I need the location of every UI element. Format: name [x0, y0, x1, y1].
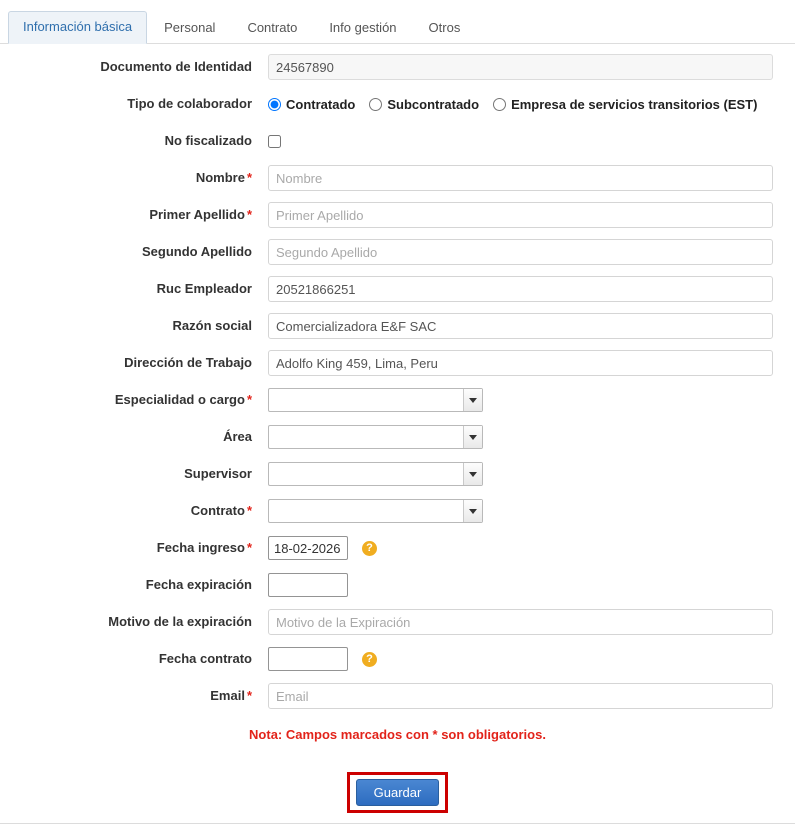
field-motivo-expiracion — [268, 609, 795, 635]
radio-subcontratado[interactable] — [369, 97, 479, 112]
row-documento — [0, 54, 795, 80]
required-marker: * — [246, 170, 252, 185]
tab-label: Contrato — [247, 20, 298, 35]
label-area — [0, 429, 268, 445]
field-segundo-apellido — [268, 239, 795, 265]
nombre-input[interactable] — [268, 165, 773, 191]
row-motivo-expiracion — [0, 609, 795, 635]
tab-label: Otros — [428, 20, 461, 35]
primer-apellido-input[interactable] — [268, 202, 773, 228]
label-supervisor — [0, 466, 268, 482]
label-text: Fecha expiración — [145, 577, 252, 592]
label-tipo-colaborador — [0, 96, 268, 112]
field-fecha-expiracion — [268, 573, 795, 597]
field-especialidad — [268, 388, 795, 412]
label-text: Primer Apellido — [149, 207, 245, 222]
field-razon-social — [268, 313, 795, 339]
label-text: Área — [223, 429, 252, 444]
row-area — [0, 424, 795, 450]
required-fields-note: Nota: Campos marcados con * son obligatorios. — [249, 727, 546, 742]
field-primer-apellido — [268, 202, 795, 228]
razon-social-input[interactable] — [268, 313, 773, 339]
direccion-trabajo-input[interactable] — [268, 350, 773, 376]
tab-info-gestion[interactable] — [314, 12, 411, 44]
label-text: Contrato — [190, 503, 245, 518]
label-text: Motivo de la expiración — [108, 614, 252, 629]
label-fecha-contrato — [0, 651, 268, 667]
tab-contrato[interactable] — [232, 12, 312, 44]
field-nombre — [268, 165, 795, 191]
label-text: Fecha contrato — [158, 651, 252, 666]
field-fecha-ingreso — [268, 536, 795, 560]
label-primer-apellido — [0, 207, 268, 223]
row-nombre — [0, 165, 795, 191]
label-text: Fecha ingreso — [156, 540, 245, 555]
segundo-apellido-input[interactable] — [268, 239, 773, 265]
label-text: Razón social — [172, 318, 252, 333]
no-fiscalizado-checkbox[interactable] — [268, 135, 281, 148]
supervisor-select[interactable] — [268, 462, 483, 486]
row-direccion-trabajo — [0, 350, 795, 376]
field-area — [268, 425, 795, 449]
label-documento — [0, 59, 268, 75]
label-text: Email — [210, 688, 245, 703]
label-razon-social — [0, 318, 268, 334]
radio-contratado[interactable] — [268, 97, 355, 112]
label-text: No fiscalizado — [164, 133, 252, 148]
radio-est[interactable] — [493, 97, 757, 112]
tab-personal[interactable] — [149, 12, 230, 44]
row-ruc-empleador — [0, 276, 795, 302]
row-email — [0, 683, 795, 709]
label-fecha-expiracion — [0, 577, 268, 593]
area-select-wrap — [268, 425, 483, 449]
help-icon[interactable]: ? — [362, 652, 377, 667]
radio-contratado-label: Contratado — [286, 96, 356, 112]
label-ruc-empleador — [0, 281, 268, 297]
field-ruc-empleador — [268, 276, 795, 302]
row-especialidad — [0, 387, 795, 413]
tab-label: Personal — [164, 20, 216, 35]
field-supervisor — [268, 462, 795, 486]
radio-est-label: Empresa de servicios transitorios (EST) — [511, 96, 758, 112]
motivo-expiracion-input[interactable] — [268, 609, 773, 635]
contrato-select[interactable] — [268, 499, 483, 523]
save-highlight — [347, 772, 449, 813]
row-fecha-expiracion — [0, 572, 795, 598]
required-marker: * — [246, 392, 252, 407]
tab-label: Info gestión — [329, 20, 397, 35]
label-email — [0, 688, 268, 704]
row-contrato — [0, 498, 795, 524]
label-especialidad — [0, 392, 268, 408]
basic-info-form — [0, 44, 795, 813]
label-no-fiscalizado — [0, 133, 268, 149]
field-no-fiscalizado — [268, 135, 795, 148]
label-direccion-trabajo — [0, 355, 268, 371]
contrato-select-wrap — [268, 499, 483, 523]
tab-otros[interactable] — [414, 12, 476, 44]
save-button-area — [0, 772, 795, 813]
label-text: Ruc Empleador — [156, 281, 252, 296]
field-direccion-trabajo — [268, 350, 795, 376]
row-segundo-apellido — [0, 239, 795, 265]
row-tipo-colaborador — [0, 91, 795, 117]
required-marker: * — [246, 540, 252, 555]
label-segundo-apellido — [0, 244, 268, 260]
tab-informacion-basica[interactable] — [8, 11, 147, 44]
row-supervisor — [0, 461, 795, 487]
field-fecha-contrato — [268, 647, 795, 671]
documento-input[interactable] — [268, 54, 773, 80]
required-marker: * — [246, 503, 252, 518]
especialidad-select-wrap — [268, 388, 483, 412]
radio-group-tipo-colaborador — [268, 97, 771, 112]
radio-contratado-input[interactable] — [268, 98, 281, 111]
save-button[interactable]: Guardar — [356, 779, 440, 806]
required-marker: * — [246, 688, 252, 703]
label-text: Especialidad o cargo — [114, 392, 245, 407]
field-email — [268, 683, 795, 709]
email-input[interactable] — [268, 683, 773, 709]
area-select[interactable] — [268, 425, 483, 449]
row-no-fiscalizado — [0, 128, 795, 154]
label-text: Nombre — [195, 170, 245, 185]
label-text: Supervisor — [184, 466, 252, 481]
label-nombre — [0, 170, 268, 186]
label-text: Dirección de Trabajo — [124, 355, 252, 370]
row-fecha-contrato — [0, 646, 795, 672]
row-razon-social — [0, 313, 795, 339]
required-marker: * — [246, 207, 252, 222]
fecha-contrato-input[interactable] — [268, 647, 348, 671]
field-contrato — [268, 499, 795, 523]
field-tipo-colaborador — [268, 97, 795, 112]
label-text: Documento de Identidad — [100, 59, 252, 74]
bottom-strip — [0, 823, 795, 831]
fecha-ingreso-input[interactable] — [268, 536, 348, 560]
label-text: Tipo de colaborador — [127, 96, 252, 111]
radio-subcontratado-label: Subcontratado — [387, 96, 480, 112]
row-fecha-ingreso — [0, 535, 795, 561]
fecha-expiracion-input[interactable] — [268, 573, 348, 597]
label-contrato — [0, 503, 268, 519]
row-primer-apellido — [0, 202, 795, 228]
tab-label: Información básica — [23, 19, 133, 34]
supervisor-select-wrap — [268, 462, 483, 486]
label-text: Segundo Apellido — [141, 244, 252, 259]
label-fecha-ingreso — [0, 540, 268, 556]
tab-bar — [0, 0, 795, 44]
help-icon[interactable]: ? — [362, 541, 377, 556]
especialidad-select[interactable] — [268, 388, 483, 412]
radio-subcontratado-input[interactable] — [369, 98, 382, 111]
radio-est-input[interactable] — [493, 98, 506, 111]
label-motivo-expiracion — [0, 614, 268, 630]
ruc-empleador-input[interactable] — [268, 276, 773, 302]
field-documento — [268, 54, 795, 80]
